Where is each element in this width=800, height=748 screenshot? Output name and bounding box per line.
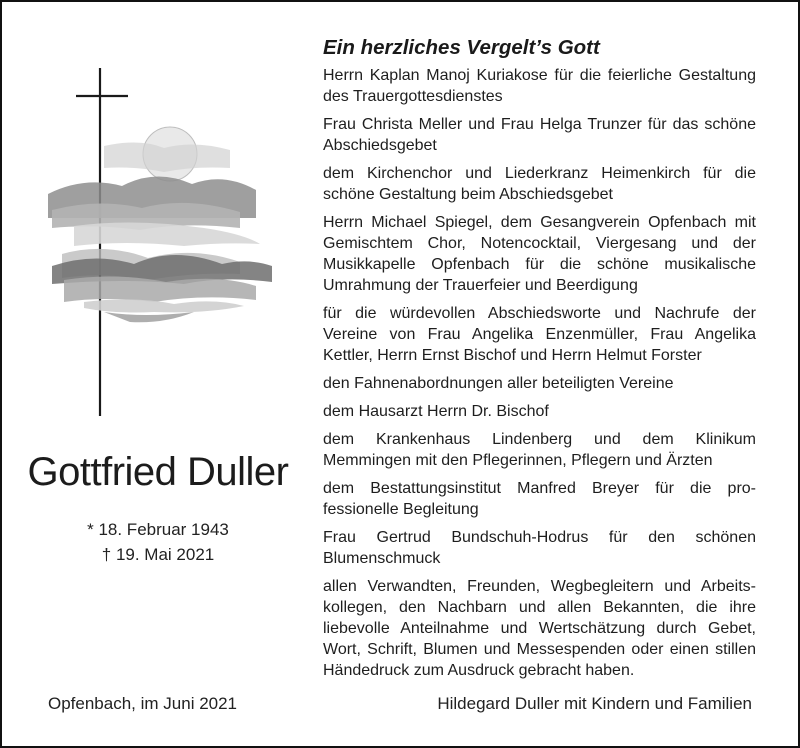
death-date: † 19. Mai 2021: [101, 545, 215, 564]
signature: Hildegard Duller mit Kindern und Familien: [437, 694, 752, 713]
thanks-section: [323, 36, 756, 681]
thanks-entry: dem Krankenhaus Lindenberg und dem Klinikum Memmingen mit den Pflegerinnen, Pflegern und Ärzten: [323, 431, 756, 469]
life-dates: [2, 517, 314, 567]
thanks-heading: Ein herzliches Vergelt’s Gott: [323, 36, 600, 59]
thanks-entry: den Fahnenabordnungen aller beteiligten Vereine: [323, 375, 674, 392]
thanks-entry: Frau Christa Meller und Frau Helga Trunzer für das schöne Abschiedsgebet: [323, 116, 756, 154]
thanks-entry: Frau Gertrud Bundschuh-Hodrus für den schönen Blumenschmuck: [323, 529, 756, 567]
thanks-entry: für die würdevollen Abschiedsworte und Nachrufe der Vereine von Frau Angelika Enzenmüller, Frau Angelika Kettler, Herrn Ernst Bischof und Herrn Helmut Forster: [323, 305, 756, 364]
thanks-entry: dem Kirchenchor und Liederkranz Heimenkirch für die schöne Gestaltung beim Abschiedsgebet: [323, 165, 756, 203]
thanks-entry: dem Hausarzt Herrn Dr. Bischof: [323, 403, 549, 420]
thanks-entry: Herrn Kaplan Manoj Kuriakose für die feierliche Gestaltung des Trauergottesdienstes: [323, 67, 756, 105]
place-date: Opfenbach, im Juni 2021: [48, 694, 238, 713]
cross-landscape-illustration: [44, 68, 276, 416]
deceased-name: Gottfried Duller: [27, 450, 289, 494]
thanks-entry: Herrn Michael Spiegel, dem Gesangverein Opfenbach mit Gemischtem Chor, Notencocktail, Viergesang und der Musikkapelle Opfenbach für die schöne musikalische Umrahmung der Trauerfeier und Beerdigung: [323, 214, 756, 294]
birth-date: * 18. Februar 1943: [87, 520, 229, 539]
thanks-entry: dem Bestattungsinstitut Manfred Breyer für die professionelle Begleitung: [323, 480, 756, 518]
thanks-list: [323, 65, 756, 681]
thanks-entry: allen Verwandten, Freunden, Wegbegleitern und Arbeitskollegen, den Nachbarn und allen Bekannten, die ihre liebevolle Anteilnahme und Wertschätzung durch Gebet, Wort, Schrift, Blumen und Messespenden oder einen stillen Händedruck zum Ausdruck gebracht haben.: [323, 578, 756, 679]
landscape-wash: [48, 142, 272, 322]
